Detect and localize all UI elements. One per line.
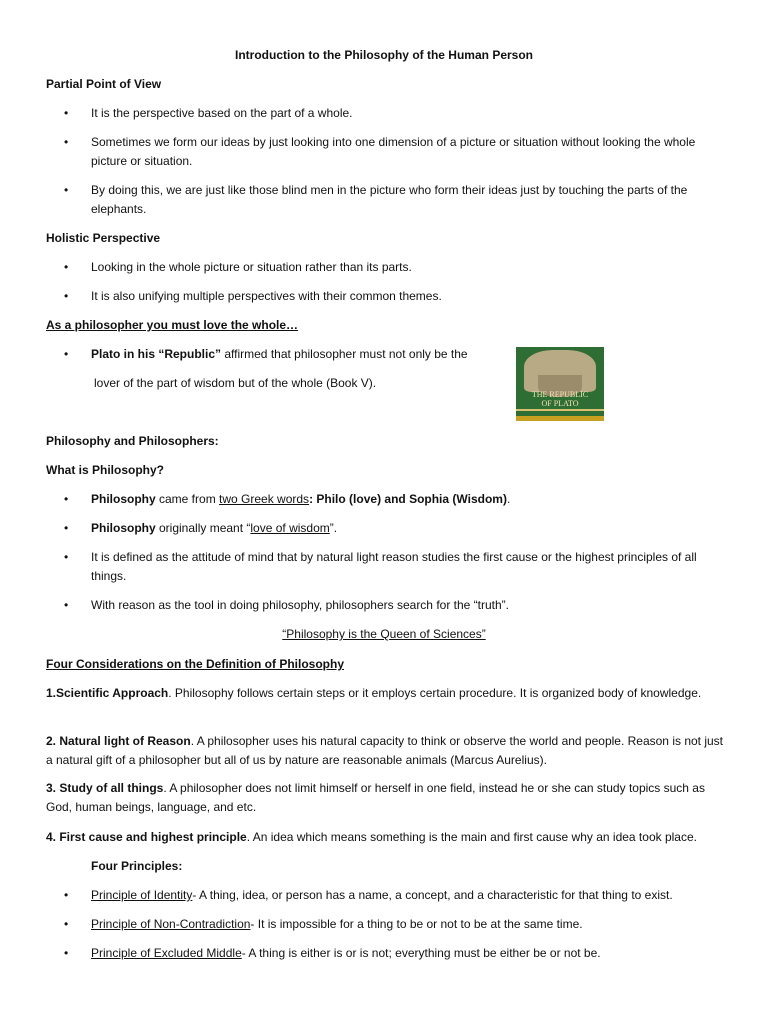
consideration-term: 2. Natural light of Reason [46,734,191,748]
principle-term: Principle of Identity [91,888,193,902]
holistic-bullet-1: Looking in the whole picture or situation rather than its parts. [91,260,412,274]
bullet-marker: • [64,260,69,274]
four-principles-heading: Four Principles: [91,859,183,873]
page-title: Introduction to the Philosophy of the Human Person [235,48,533,62]
partial-bullet-1: It is the perspective based on the part of a whole. [91,106,353,120]
republic-book-cover-image [516,347,604,421]
partial-heading: Partial Point of View [46,77,162,91]
plato-text-c: affirmed that philosopher must not only be the [221,347,468,361]
text-fragment: . [506,492,511,506]
bullet-marker: • [64,492,69,506]
principle-text: - A thing is either is or is not; everything must be either be or not be. [241,946,601,960]
plato-text-a: Plato in his [91,347,159,361]
bullet-marker: • [64,183,69,197]
consideration-1 [46,684,726,703]
principle-text: - It is impossible for a thing to be or not to be at the same time. [250,917,583,931]
philosophy-bullet-1 [91,490,510,509]
bullet-marker: • [64,347,69,361]
philosophy-bullet-2 [91,519,337,538]
principle-non-contradiction [91,915,583,934]
principle-identity [91,886,673,905]
consideration-term: 1.Scientific Approach [46,686,169,700]
love-of-wisdom: love of wisdom [250,521,330,535]
bullet-marker: • [64,135,69,149]
love-whole-heading: As a philosopher you must love the whole… [46,318,299,332]
book-rule [516,409,604,411]
text-fragment: originally meant “ [155,521,251,535]
greek-words-definition: : Philo (love) and Sophia (Wisdom) [309,492,507,506]
philosophy-bullet-3: It is defined as the attitude of mind that by natural light reason studies the first cause or the highest principles of all things. [91,550,697,583]
consideration-4 [46,828,697,847]
consideration-text: . A philosopher uses his natural capacity to think or observe the world and people. Reason is not just a natural gift of a philosopher but all of us by nature are reasonable animals (Marcus Aurelius). [46,734,724,767]
philosophy-term: Philosophy [91,521,156,535]
holistic-bullet-2: It is also unifying multiple perspectives with their common themes. [91,289,442,303]
bullet-marker: • [64,289,69,303]
plato-republic: “Republic” [158,347,222,361]
philosophy-bullet-4: With reason as the tool in doing philosophy, philosophers search for the “truth”. [91,598,510,612]
text-fragment: ”. [329,521,338,535]
philosophers-heading: Philosophy and Philosophers: [46,434,219,448]
principle-excluded-middle [91,944,601,963]
partial-bullet-3: By doing this, we are just like those blind men in the picture who form their ideas just by touching the parts of the elephants. [91,183,688,216]
what-is-philosophy-heading: What is Philosophy? [46,463,165,477]
bullet-marker: • [64,946,69,960]
bullet-marker: • [64,550,69,564]
holistic-heading: Holistic Perspective [46,231,161,245]
plato-line-2: lover of the part of wisdom but of the whole (Book V). [94,376,377,390]
plato-bullet [91,345,468,364]
queen-of-sciences-quote: “Philosophy is the Queen of Sciences” [282,627,486,641]
book-title-line-1: THE REPUBLIC [531,390,589,399]
philosophy-term: Philosophy [91,492,156,506]
consideration-2 [46,732,726,770]
consideration-3 [46,779,726,817]
principle-text: - A thing, idea, or person has a name, a concept, and a characteristic for that thing to exist. [192,888,673,902]
text-fragment: came from [155,492,220,506]
principle-term: Principle of Excluded Middle [91,946,242,960]
four-considerations-heading: Four Considerations on the Definition of Philosophy [46,657,344,671]
consideration-term: 4. First cause and highest principle [46,830,247,844]
bullet-marker: • [64,521,69,535]
bullet-marker: • [64,106,69,120]
consideration-text: . An idea which means something is the main and first cause why an idea took place. [246,830,697,844]
consideration-text: . A philosopher does not limit himself or herself in one field, instead he or she can study topics such as God, human beings, language, and etc. [46,781,705,814]
principle-term: Principle of Non-Contradiction [91,917,251,931]
bullet-marker: • [64,888,69,902]
two-greek-words: two Greek words [219,492,310,506]
bullet-marker: • [64,917,69,931]
consideration-term: 3. Study of all things [46,781,164,795]
bullet-marker: • [64,598,69,612]
partial-bullet-2: Sometimes we form our ideas by just looking into one dimension of a picture or situation without looking the whole picture or situation. [91,135,696,168]
consideration-text: . Philosophy follows certain steps or it employs certain procedure. It is organized body of knowledge. [168,686,702,700]
book-title-line-2: OF PLATO [541,399,579,408]
